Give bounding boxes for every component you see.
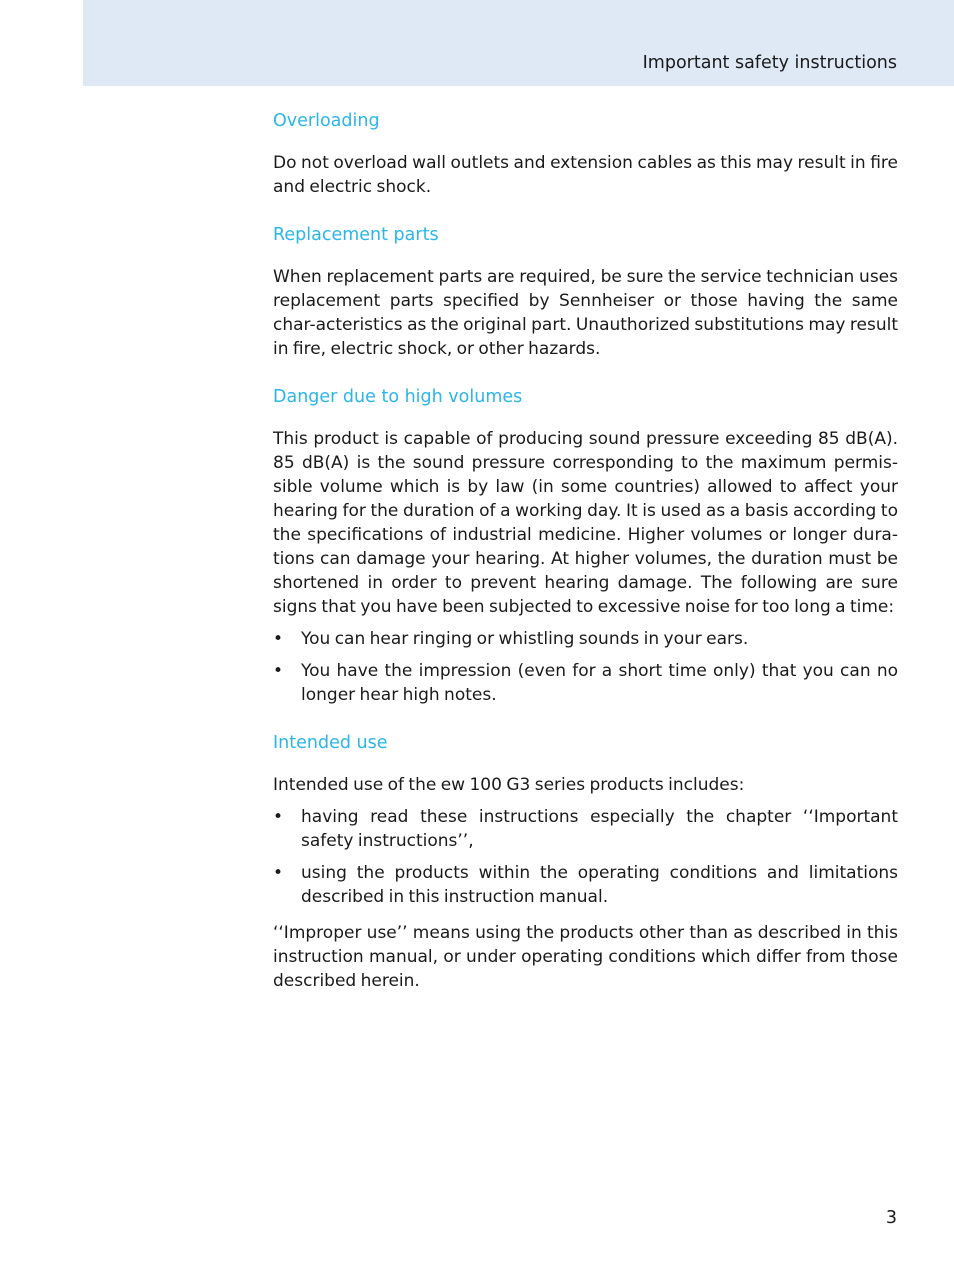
list-item: [273, 659, 898, 707]
bullet-icon: •: [273, 629, 284, 649]
list-item-text: You have the impression (even for a short time only) that you can no longer hear high notes.: [301, 661, 898, 705]
heading-danger-high-volumes: Danger due to high volumes: [273, 387, 523, 407]
paragraph-replacement-parts: When replacement parts are required, be sure the service technician uses replacement parts specified by Sennheiser or those having the same char-acteristics as the original part. Unauthorized substitutions may result in fire, electric shock, or other hazards.: [273, 267, 898, 359]
paragraph-overloading: Do not overload wall outlets and extension cables as this may result in fire and electric shock.: [273, 153, 898, 197]
bullet-icon: •: [273, 661, 284, 681]
page-number: 3: [885, 1208, 897, 1228]
list-item-text: having read these instructions especially the chapter ‘‘Important safety instructions’’,: [301, 807, 898, 851]
list-item-text: using the products within the operating conditions and limitations described in this instruction manual.: [301, 863, 898, 907]
bullet-list-intended-use: [273, 805, 898, 909]
bullet-list-hearing-signs: [273, 627, 898, 707]
heading-overloading: Overloading: [273, 111, 380, 131]
running-header-title: Important safety instructions: [642, 53, 897, 73]
list-item: [273, 861, 898, 909]
bullet-icon: •: [273, 863, 284, 883]
paragraph-danger-high-volumes: This product is capable of producing sound pressure exceeding 85 dB(A). 85 dB(A) is the sound pressure corresponding to the maximum permis-sible volume which is by law (in some countries) allowed to affect your hearing for the duration of a working day. It is used as a basis according to the specifications of industrial medicine. Higher volumes or longer dura-tions can damage your hearing. At higher volumes, the duration must be shortened in order to prevent hearing damage. The following are sure signs that you have been subjected to excessive noise for too long a time:: [273, 429, 898, 617]
page-content: [273, 109, 898, 1017]
heading-replacement-parts: Replacement parts: [273, 225, 439, 245]
list-item: [273, 805, 898, 853]
bullet-icon: •: [273, 807, 284, 827]
paragraph-improper-use: ‘‘Improper use’’ means using the products other than as described in this instruction manual, or under operating conditions which differ from those described herein.: [273, 923, 898, 991]
paragraph-intended-use-intro: Intended use of the ew 100 G3 series products includes:: [273, 775, 745, 795]
heading-intended-use: Intended use: [273, 733, 388, 753]
list-item: [273, 627, 898, 651]
list-item-text: You can hear ringing or whistling sounds in your ears.: [301, 629, 749, 649]
